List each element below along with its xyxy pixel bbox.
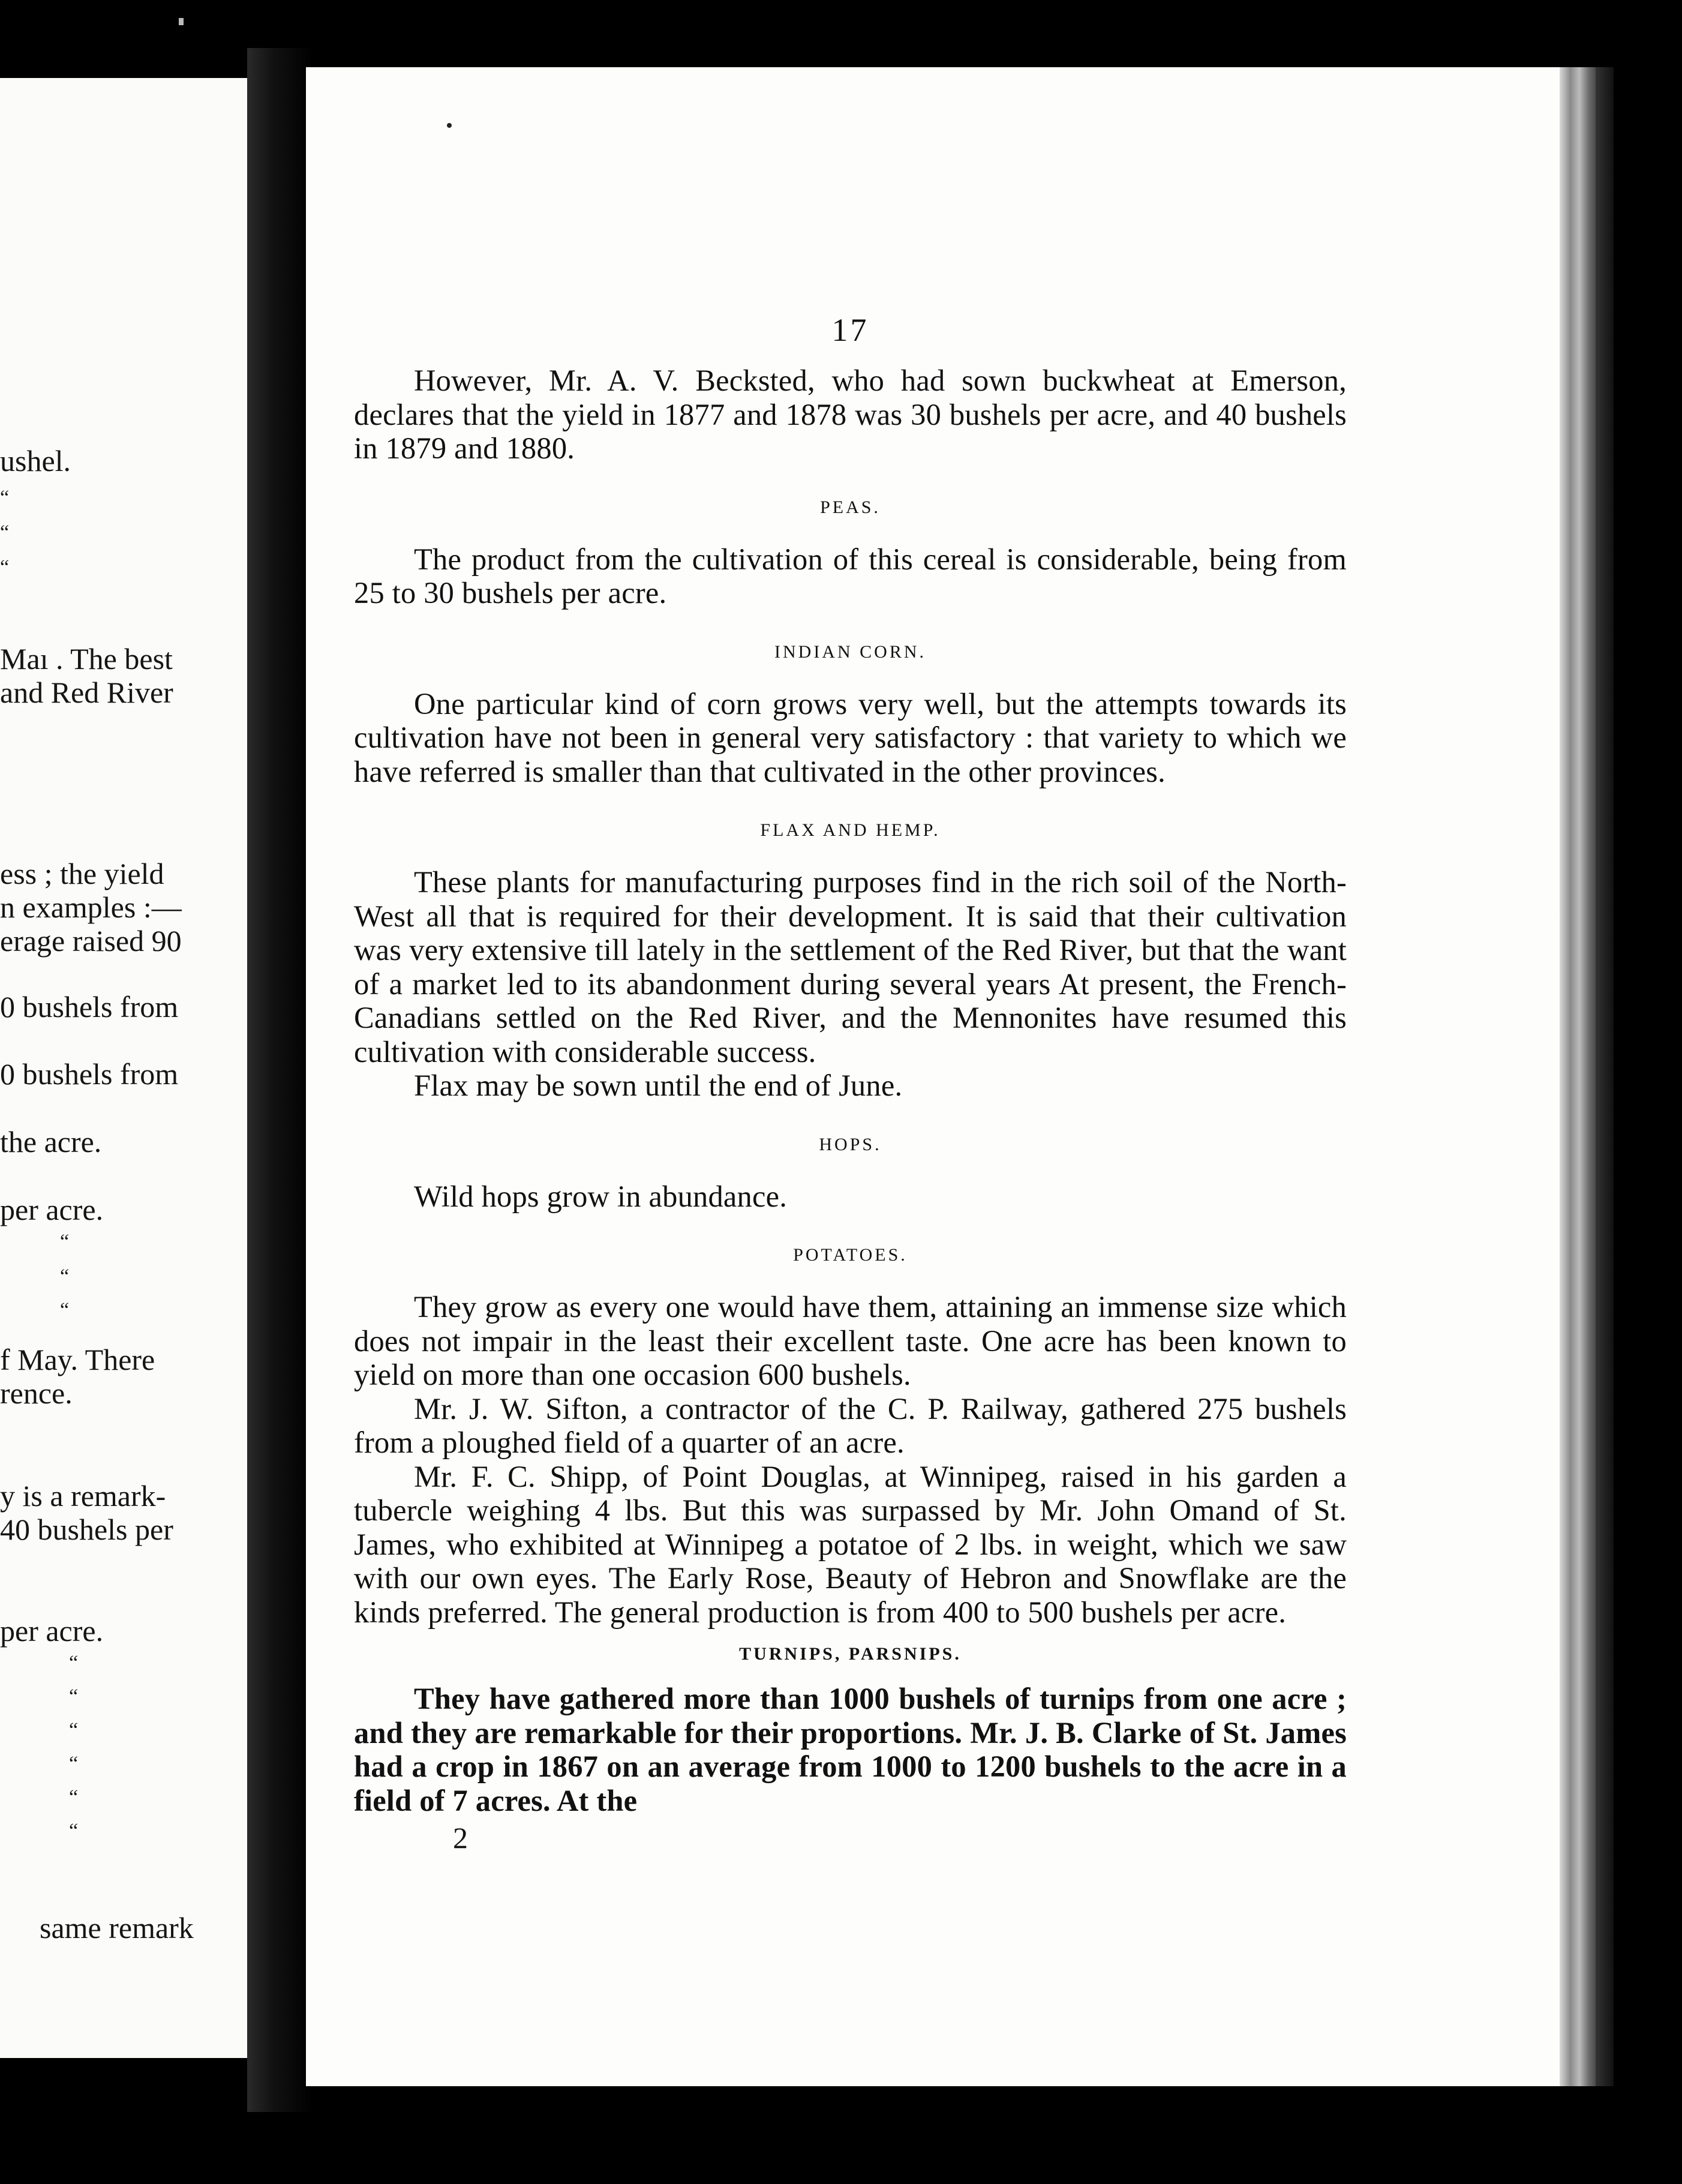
paragraph: These plants for manufacturing purposes find in the rich soil of the North-West all that is required for their development. It is said that their cultivation was very extensive till lately in the settlement of the Red River, but that the want of a market led to its abandonment during several years At present, the French-Canadians settled on the Red River, and the Mennonites have resumed this cultivation with considerable success. [354,865,1347,1069]
left-page-line: rence. [0,1376,73,1410]
section-heading: POTATOES. [793,1245,908,1265]
paragraph: The product from the cultivation of this cereal is considerable, being from 25 to 30 bushels per acre. [354,542,1347,610]
left-page-line: “ [60,1299,70,1321]
left-page-line: “ [69,1753,79,1775]
section-heading: HOPS. [819,1134,882,1154]
left-page-line: ushel. [0,444,71,478]
left-page-line: ess ; the yield [0,857,164,890]
left-page-line: per acre. [0,1193,104,1226]
left-page-line: 40 bushels per [0,1513,173,1546]
left-page-line: “ [69,1685,79,1708]
left-page-line: “ [0,556,10,578]
section-heading: INDIAN CORN. [774,641,926,662]
left-page-line: 0 bushels from [0,990,179,1024]
left-page-line: y is a remark- [0,1479,166,1513]
left-page-line: the acre. [0,1125,102,1159]
paragraph: They grow as every one would have them, attaining an immense size which does not impair in the least their excellent taste. One acre has been known to yield on more than one occasion 600 bushels. [354,1290,1347,1391]
paragraph: However, Mr. A. V. Becksted, who had sown buckwheat at Emerson, declares that the yield in 1877 and 1878 was 30 bushels per acre, and 40 bushels in 1879 and 1880. [354,364,1347,465]
paragraph: They have gathered more than 1000 bushels of turnips from one acre ; and they are remarkable for their proportions. Mr. J. B. Clarke of St. James had a crop in 1867 on an average from 1000 to 1200 bushels to the acre in a field of 7 acres. At the [354,1682,1347,1817]
left-page-line: f May. There [0,1343,155,1376]
left-page-line: “ [69,1719,79,1741]
left-page-line: same remark [40,1911,194,1945]
paragraph: Wild hops grow in abundance. [414,1179,788,1213]
left-page-line: “ [69,1652,79,1674]
left-page-line: and Red River [0,676,173,709]
paragraph: Mr. F. C. Shipp, of Point Douglas, at Winnipeg, raised in his garden a tubercle weighing 4 lbs. But this was surpassed by Mr. John Omand of St. James, who exhibited at Winnipeg a potatoe of 2 lbs. in weight, which we saw with our own eyes. The Early Rose, Beauty of Hebron and Snowflake are the kinds preferred. The general production is from 400 to 500 bushels per acre. [354,1459,1347,1629]
left-page-line: “ [60,1231,70,1253]
left-page-line: erage raised 90 [0,924,182,958]
page-number: 17 [831,312,869,348]
left-page-line: “ [0,487,10,509]
page-edge [1560,67,1596,2086]
left-facing-page [0,78,247,2058]
left-page-line: n examples :— [0,890,182,924]
paragraph: Flax may be sown until the end of June. [414,1069,903,1102]
left-page-line: “ [60,1265,70,1288]
book-gutter [247,48,313,2112]
paragraph: Mr. J. W. Sifton, a contractor of the C. P. Railway, gathered 275 bushels from a ploughed field of a quarter of an acre. [354,1391,1347,1459]
section-heading: PEAS. [820,497,881,517]
paragraph: One particular kind of corn grows very well, but the attempts towards its cultivation have not been in general very satisfactory : that variety to which we have referred is smaller than that cultivated in the other provinces. [354,686,1347,788]
left-page-line: “ [0,521,10,544]
signature-mark: 2 [453,1821,468,1855]
left-page-line: “ [69,1820,79,1842]
left-page-line: per acre. [0,1614,104,1648]
left-page-line: Maı . The best [0,642,173,676]
left-page-line: 0 bushels from [0,1057,179,1091]
page-text [354,312,1347,1855]
page-edge-shadow [1596,67,1614,2086]
scan-mark [179,18,184,25]
left-page-line: “ [69,1786,79,1808]
scan-speck [447,123,452,128]
section-heading: FLAX AND HEMP. [760,820,941,840]
section-heading: TURNIPS, PARSNIPS. [739,1644,962,1664]
